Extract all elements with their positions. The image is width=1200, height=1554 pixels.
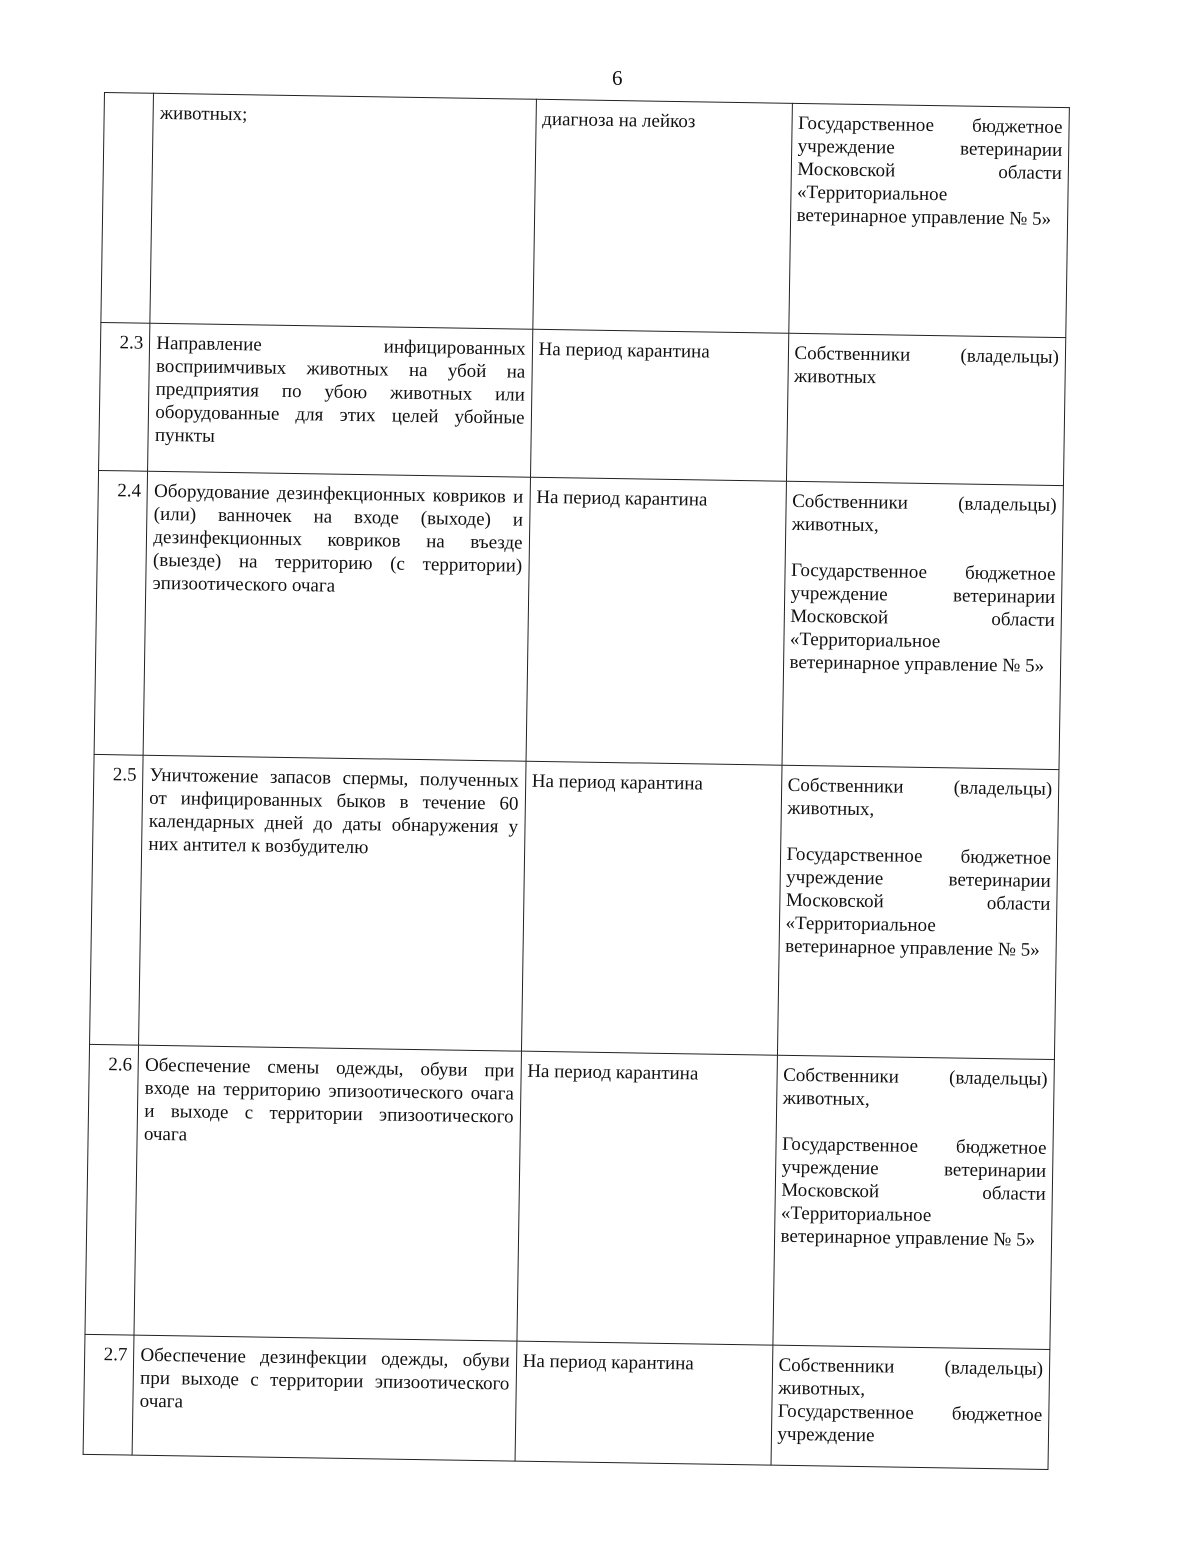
period-cell: На период карантина: [530, 329, 788, 481]
action-cell: Оборудование дезинфекционных ковриков и (или) ванночек на входе (выходе) и дезинфекционных ковриков на въезде (выезде) на территорию (с территории) эпизоотического очага: [143, 471, 530, 761]
responsible-text: Собственники (владельцы) животных,: [782, 1064, 1048, 1111]
responsible-text: Государственное бюджетное учреждение ветеринарии Московской области «Территориальное ветеринарное управление № 5»: [789, 559, 1056, 677]
responsible-cell: [771, 1345, 1050, 1469]
responsible-cell: [772, 1055, 1054, 1349]
responsible-cell: [788, 103, 1069, 337]
action-cell: Обеспечение дезинфекции одежды, обуви при выходе с территории эпизоотического очага: [132, 1335, 516, 1461]
period-cell: диагноза на лейкоз: [532, 99, 791, 333]
table-row: [90, 754, 1059, 1059]
responsible-cell: [777, 765, 1059, 1059]
page-number: 6: [612, 66, 623, 90]
responsible-text: Государственное бюджетное учреждение ветеринарии Московской области «Территориальное ветеринарное управление № 5»: [780, 1133, 1047, 1251]
row-number: 2.4: [94, 470, 148, 755]
responsible-text: Государственное бюджетное учреждение ветеринарии Московской области «Территориальное ветеринарное управление № 5»: [796, 112, 1063, 230]
action-cell: Обеспечение смены одежды, обуви при входе на территорию эпизоотического очага и выходе с территории эпизоотического очага: [134, 1045, 521, 1341]
row-number: 2.5: [90, 754, 144, 1045]
responsible-cell: [786, 333, 1066, 485]
table-row: [99, 322, 1066, 485]
action-cell: животных;: [150, 93, 536, 329]
responsible-text: Государственное бюджетное учреждение ветеринарии Московской области «Территориальное ветеринарное управление № 5»: [785, 843, 1052, 961]
table-row: [94, 470, 1063, 769]
responsible-text: Собственники (владельцы) животных,: [787, 774, 1053, 821]
responsible-text: Собственники (владельцы) животных,: [778, 1354, 1044, 1401]
table-row: [101, 93, 1069, 338]
period-cell: На период карантина: [517, 1051, 777, 1345]
table-row: [85, 1044, 1054, 1349]
table-row: [83, 1334, 1050, 1469]
responsible-text: Собственники (владельцы) животных: [793, 342, 1060, 389]
responsible-cell: [782, 481, 1064, 769]
action-cell: Направление инфицированных восприимчивых животных на убой на предприятия по убою животных или оборудованные для этих целей убойные пункты: [148, 323, 533, 477]
row-number: 2.6: [85, 1044, 139, 1335]
period-cell: На период карантина: [521, 761, 781, 1055]
measures-table: [83, 92, 1070, 1470]
responsible-text: Государственное бюджетное учреждение: [777, 1400, 1043, 1447]
action-cell: Уничтожение запасов спермы, полученных от инфицированных быков в течение 60 календарных дней до даты обнаружения у них антител к возбудителю: [139, 755, 526, 1051]
row-number: 2.3: [99, 322, 151, 471]
responsible-text: Собственники (владельцы) животных,: [791, 490, 1057, 537]
row-number: 2.7: [83, 1334, 134, 1455]
row-number: [101, 93, 154, 324]
period-cell: На период карантина: [515, 1341, 773, 1465]
period-cell: На период карантина: [526, 477, 786, 765]
